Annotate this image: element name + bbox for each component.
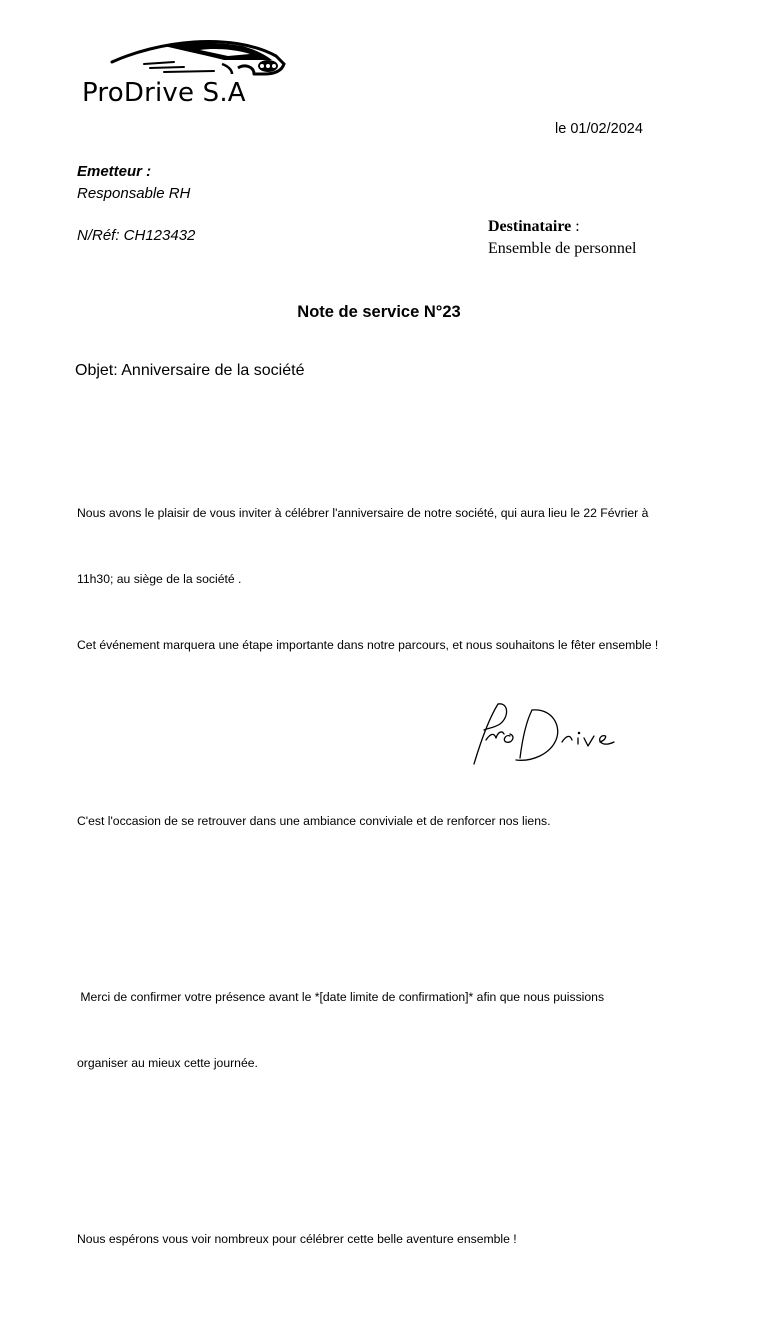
paragraph xyxy=(77,766,727,876)
paragraph-line: Cet événement marquera une étape importante dans notre parcours, et nous souhaitons le fêter ensemble ! xyxy=(77,638,659,652)
paragraph-line: Nous espérons vous voir nombreux pour célébrer cette belle aventure ensemble ! xyxy=(77,1232,517,1246)
recipient-separator: : xyxy=(571,218,580,235)
paragraph-line: Merci de confirmer votre présence avant le *[date limite de confirmation]* afin que nous puissions xyxy=(77,990,605,1004)
paragraph-line: organiser au mieux cette journée. xyxy=(77,1056,258,1070)
sender-name: Responsable RH xyxy=(77,185,191,202)
paragraph-line: C'est l'occasion de se retrouver dans une ambiance conviviale et de renforcer nos liens. xyxy=(77,814,551,828)
letter-body xyxy=(77,414,727,1338)
paragraph xyxy=(77,942,727,1118)
signature xyxy=(466,698,626,770)
recipient-block xyxy=(488,216,636,260)
company-name: ProDrive S.A xyxy=(82,78,246,108)
paragraph-line: 11h30; au siège de la société . xyxy=(77,572,242,586)
company-logo xyxy=(82,38,294,110)
car-icon xyxy=(104,38,294,80)
recipient-label: Destinataire xyxy=(488,218,572,235)
document-title: Note de service N°23 xyxy=(297,303,461,321)
sender-label: Emetteur : xyxy=(77,163,152,180)
reference-number: N/Réf: CH123432 xyxy=(77,227,196,244)
letter-date: le 01/02/2024 xyxy=(555,121,643,137)
subject-line: Objet: Anniversaire de la société xyxy=(75,362,305,379)
paragraph xyxy=(77,1184,727,1294)
paragraph xyxy=(77,458,727,700)
signature-icon xyxy=(466,698,626,770)
paragraph-line: Nous avons le plaisir de vous inviter à célébrer l'anniversaire de notre société, qui aura lieu le 22 Février à xyxy=(77,506,649,520)
recipient-name: Ensemble de personnel xyxy=(488,240,637,257)
